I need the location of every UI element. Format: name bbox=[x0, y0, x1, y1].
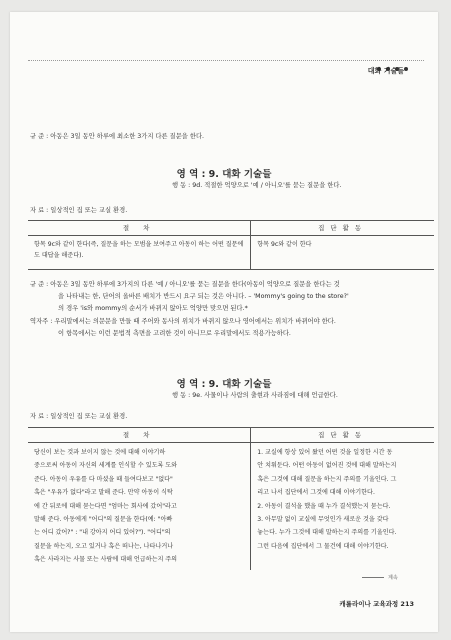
continued-label: 계속 bbox=[388, 575, 398, 581]
area1-criterion-line: 의 경우 'is와 mommy의 순서가 바뀌지 않아도 억양만 맞으면 된다.* bbox=[58, 305, 248, 312]
area1-behavior: 행 동 : 9d. 적절한 억양으로 '예 / 아니오'를 묻는 질문을 한다. bbox=[172, 182, 342, 189]
continued-rule bbox=[362, 577, 384, 578]
procedure-line: 당신이 보는 것과 보이지 않는 것에 대해 이야기하 bbox=[34, 449, 166, 456]
group-line: 리고 나서 집단에서 그것에 대해 이야기한다. bbox=[257, 489, 375, 497]
procedure-line: 질문을 하는지, 오고 있거나 혹은 떠나는, 나타나거나 bbox=[34, 542, 174, 550]
procedure-line: 는 어디 갔어?" : "내 강아지 어디 있어?"). "어디"의 bbox=[34, 529, 171, 537]
procedure-line: 말해 준다. 아동에게 "어디"의 질문을 한다(예: "아빠 bbox=[34, 516, 173, 524]
area2-col-procedure: 절 차 bbox=[28, 428, 251, 442]
area1-title: 영 역 : 9. 대화 기술들 bbox=[176, 169, 272, 180]
area1-materials: 자 료 : 일상적인 집 또는 교실 환경. bbox=[30, 207, 128, 214]
area1-group-cell: 항목 9c와 같이 한다 bbox=[257, 241, 312, 248]
document-page bbox=[10, 12, 438, 632]
area1-col-group: 집단활동 bbox=[318, 224, 368, 232]
area1-criterion-line: 규 준 : 아동은 3일 동안 하루에 3가지의 다른 '예 / 아니오'를 묻는 질문을 한다(아동이 억양으로 질문을 한다는 것 bbox=[30, 281, 340, 288]
group-line: 그런 다음에 집단에서 그 물건에 대해 이야기한다. bbox=[257, 542, 389, 550]
area2-procedure-cell bbox=[28, 443, 251, 570]
group-line: 1. 교실에 항상 있어 왔던 어떤 것을 일정한 시간 동 bbox=[257, 449, 393, 456]
area1-translator-note: 역자주 : 우리말에서는 의문문을 만들 때 주어와 동사의 위치가 바뀌지 않으나 영어에서는 위치가 바뀌어야 한다. bbox=[30, 318, 336, 325]
area2-col-group: 집단활동 bbox=[318, 431, 368, 439]
area1-table-row bbox=[28, 236, 434, 269]
procedure-line: 에 간 뒤로에 대해 묻는다면 "엄마는 회사에 갔어"라고 bbox=[34, 502, 177, 510]
group-line: 2. 아동이 결석을 했을 때 누가 결석했는지 묻는다. bbox=[257, 502, 391, 510]
area2-title: 영 역 : 9. 대화 기술들 bbox=[176, 379, 272, 390]
area1-procedure-cell: 항목 9c와 같이 한다(즉, 질문을 하는 모범을 보여주고 아동이 하는 어떤 질문에도 대답을 해준다). bbox=[28, 236, 251, 269]
group-line: 안 치워둔다. 어떤 아동이 없어진 것에 대해 말하는지 bbox=[257, 462, 397, 470]
group-line: 3. 아무말 없이 교실에 무엇인가 새로운 것을 갖다 bbox=[257, 516, 389, 524]
header-rule bbox=[28, 60, 424, 61]
area2-table-row bbox=[28, 443, 434, 570]
area2-table-header bbox=[28, 428, 434, 443]
page-footer: 캐롤라이나 교육과정 213 bbox=[339, 600, 414, 608]
area2-behavior: 행 동 : 9e. 사물이나 사람의 출현과 사라짐에 대해 언급한다. bbox=[172, 392, 338, 399]
procedure-line: 혹은 "우유가 없다"라고 말해 준다. 만약 아동이 식탁 bbox=[34, 489, 173, 497]
area2-group-cell bbox=[251, 443, 434, 570]
area2-table bbox=[28, 427, 434, 570]
area1-criterion-line: 을 나타내는 한, 단어의 올바른 배치가 반드시 요구 되는 것은 아니다. – 'Mommy's going to the store?' bbox=[58, 293, 349, 300]
area1-table-header bbox=[28, 221, 434, 236]
running-header: 대화 기술들 bbox=[367, 67, 404, 75]
top-criterion: 규 준 : 아동은 3일 동안 하루에 최소한 3가지 다른 질문을 한다. bbox=[30, 133, 205, 140]
area1-table bbox=[28, 220, 434, 270]
area2-materials: 자 료 : 일상적인 집 또는 교실 환경. bbox=[30, 413, 128, 420]
area1-translator-note: 이 항목에서는 이런 문법적 측면을 고려한 것이 아니므로 우리말에서도 적용가능하다. bbox=[58, 330, 291, 337]
procedure-line: 준다. 아동이 우유를 다 마셨을 때 들여다보고 "없다" bbox=[34, 475, 173, 483]
group-line: 혹은 그것에 대해 질문을 하는지 주의를 기울인다. 그 bbox=[257, 475, 397, 483]
procedure-line: 중으로써 아동이 자신의 세계를 인식할 수 있도록 도와 bbox=[34, 462, 178, 470]
procedure-line: 혹은 사라지는 사물 또는 사람에 대해 언급하는지 주의 bbox=[34, 556, 178, 564]
area1-col-procedure: 절 차 bbox=[28, 221, 251, 235]
group-line: 놓는다. 누가 그것에 대해 말하는지 주의를 기울인다. bbox=[257, 529, 397, 537]
